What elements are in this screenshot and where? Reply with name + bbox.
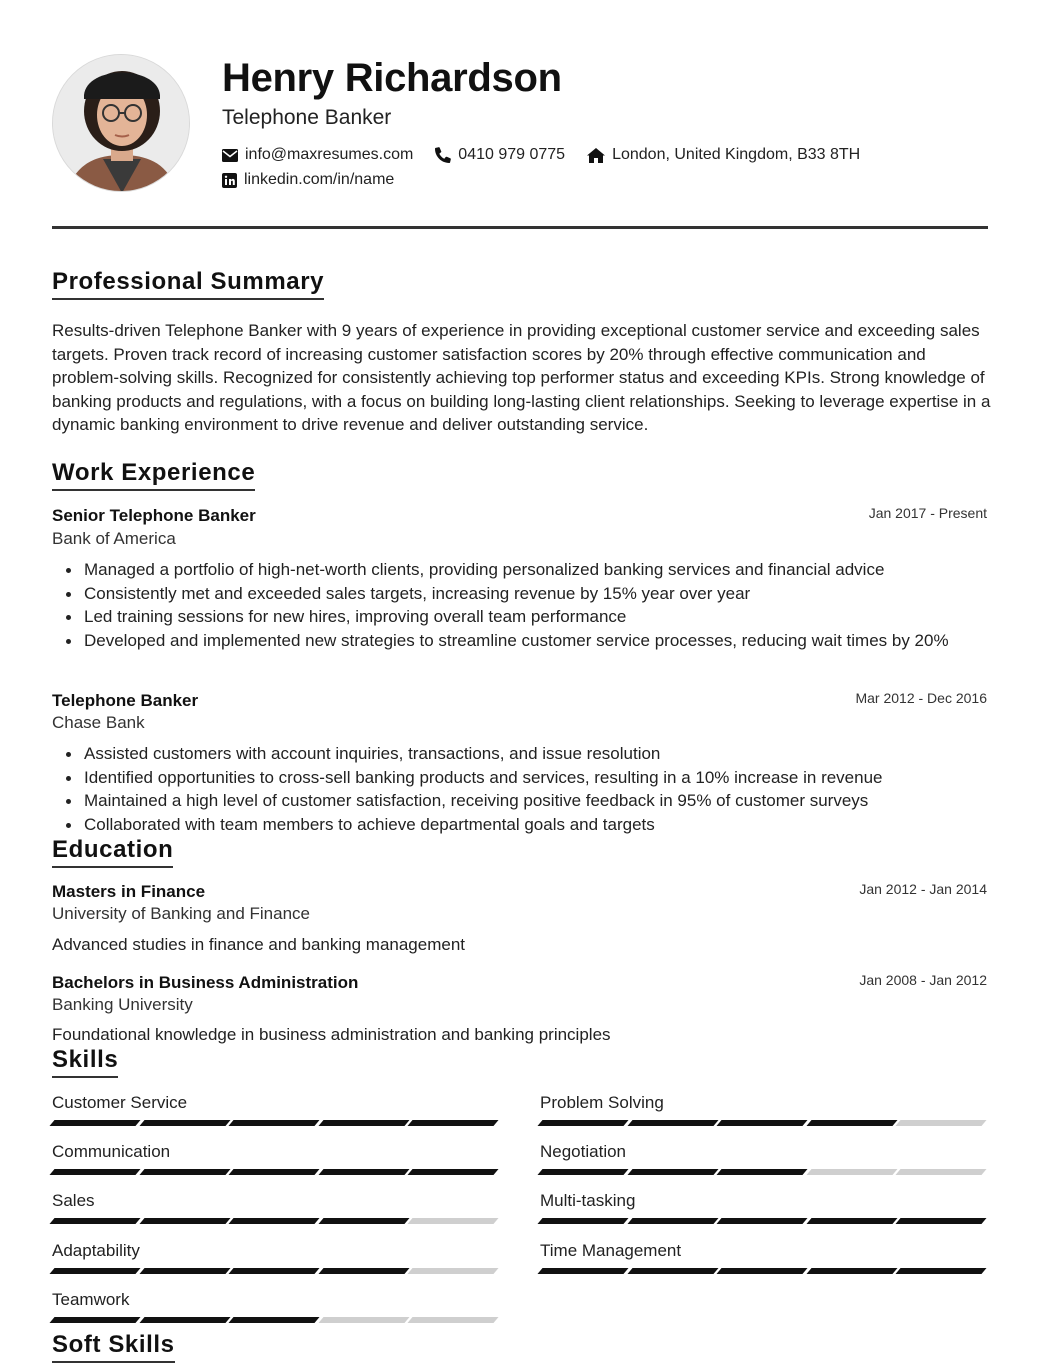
- edu-description: Advanced studies in finance and banking management: [52, 935, 466, 954]
- skill-name: Problem Solving: [540, 1093, 664, 1112]
- skill-level-segment: [318, 1169, 409, 1175]
- skill-level-segment: [627, 1120, 718, 1126]
- skill-level-segment: [407, 1120, 498, 1126]
- skill-level-segment: [537, 1120, 628, 1126]
- skill-level-bar: [540, 1218, 988, 1224]
- edu-degree: Masters in Finance: [52, 882, 206, 901]
- skill-name: Multi-tasking: [540, 1191, 636, 1210]
- contact-row: [222, 171, 416, 189]
- skill-level-segment: [49, 1218, 140, 1224]
- edu-degree: Bachelors in Business Administration: [52, 973, 359, 992]
- job-bullet: Consistently met and exceeded sales targets, increasing revenue by 15% year over year: [84, 582, 984, 606]
- edu-school: Banking University: [52, 995, 193, 1014]
- job-company: Bank of America: [52, 529, 176, 548]
- skill-name: Adaptability: [52, 1241, 140, 1260]
- skill-level-segment: [806, 1169, 897, 1175]
- job-title: Telephone Banker: [52, 691, 199, 710]
- skill-level-segment: [228, 1169, 319, 1175]
- skill-level-segment: [318, 1120, 409, 1126]
- skill-level-segment: [49, 1317, 140, 1323]
- soft-skills-heading: Soft Skills: [52, 1331, 175, 1363]
- skill-level-segment: [407, 1317, 498, 1323]
- contact-email[interactable]: [222, 146, 413, 164]
- skill-level-bar: [52, 1268, 500, 1274]
- envelope-icon: [222, 149, 238, 162]
- skill-level-segment: [228, 1218, 319, 1224]
- skill-level-segment: [49, 1268, 140, 1274]
- skill-level-segment: [716, 1268, 807, 1274]
- phone-icon: [435, 147, 451, 163]
- skill-level-segment: [407, 1218, 498, 1224]
- edu-school: University of Banking and Finance: [52, 904, 310, 923]
- candidate-name: Henry Richardson: [222, 56, 562, 100]
- skill-level-segment: [537, 1218, 628, 1224]
- job-dates: Mar 2012 - Dec 2016: [855, 690, 987, 706]
- skill-level-bar: [52, 1120, 500, 1126]
- linkedin-icon: [222, 173, 237, 188]
- job-bullet: Led training sessions for new hires, improving overall team performance: [84, 605, 984, 629]
- skill-level-segment: [627, 1169, 718, 1175]
- skill-item: [52, 1093, 500, 1126]
- skill-level-segment: [806, 1268, 897, 1274]
- job-bullet: Collaborated with team members to achieve departmental goals and targets: [84, 813, 984, 837]
- skill-level-bar: [540, 1268, 988, 1274]
- skill-level-bar: [52, 1218, 500, 1224]
- avatar-portrait-icon: [53, 55, 190, 192]
- skill-name: Time Management: [540, 1241, 682, 1260]
- email-text: info@maxresumes.com: [245, 146, 414, 163]
- skill-name: Customer Service: [52, 1093, 188, 1112]
- phone-text: 0410 979 0775: [458, 146, 566, 163]
- job-bullets: [84, 558, 984, 652]
- summary-heading: Professional Summary: [52, 268, 324, 300]
- skill-level-segment: [228, 1120, 319, 1126]
- skill-level-segment: [318, 1218, 409, 1224]
- skill-level-segment: [806, 1218, 897, 1224]
- contact-address: [587, 146, 860, 164]
- skill-level-segment: [139, 1268, 230, 1274]
- job-bullet: Identified opportunities to cross-sell banking products and services, resulting in a 10% increase in revenue: [84, 766, 984, 790]
- skill-level-segment: [49, 1120, 140, 1126]
- skill-level-segment: [716, 1120, 807, 1126]
- job-bullets: [84, 742, 984, 836]
- skill-item: [52, 1142, 500, 1175]
- skill-item: [540, 1142, 988, 1175]
- job-bullet: Assisted customers with account inquiries, transactions, and issue resolution: [84, 742, 984, 766]
- skill-level-segment: [228, 1317, 319, 1323]
- job-company: Chase Bank: [52, 713, 145, 732]
- skill-level-segment: [318, 1268, 409, 1274]
- skill-level-segment: [627, 1218, 718, 1224]
- education-heading: Education: [52, 836, 173, 868]
- skill-item: [52, 1290, 500, 1323]
- skill-level-bar: [540, 1169, 988, 1175]
- job-bullet: Managed a portfolio of high-net-worth clients, providing personalized banking services and financial advice: [84, 558, 984, 582]
- contact-linkedin[interactable]: [222, 171, 394, 189]
- skill-level-segment: [139, 1169, 230, 1175]
- linkedin-text: linkedin.com/in/name: [244, 171, 395, 188]
- avatar: [52, 54, 190, 192]
- skill-level-segment: [537, 1169, 628, 1175]
- skill-item: [540, 1093, 988, 1126]
- home-icon: [587, 148, 605, 163]
- skill-item: [540, 1241, 988, 1274]
- skill-level-segment: [716, 1218, 807, 1224]
- skill-level-segment: [806, 1120, 897, 1126]
- skill-level-bar: [540, 1120, 988, 1126]
- job-bullet: Maintained a high level of customer satisfaction, receiving positive feedback in 95% of customer surveys: [84, 789, 984, 813]
- skill-item: [540, 1191, 988, 1224]
- contact-phone[interactable]: [435, 146, 565, 164]
- skill-level-bar: [52, 1317, 500, 1323]
- skill-name: Sales: [52, 1191, 95, 1210]
- skill-level-segment: [407, 1268, 498, 1274]
- edu-dates: Jan 2008 - Jan 2012: [859, 972, 987, 988]
- job-title: Senior Telephone Banker: [52, 506, 256, 525]
- candidate-title: Telephone Banker: [222, 106, 392, 129]
- edu-description: Foundational knowledge in business administration and banking principles: [52, 1025, 611, 1044]
- skill-level-segment: [895, 1218, 986, 1224]
- skill-level-segment: [895, 1169, 986, 1175]
- skill-level-segment: [407, 1169, 498, 1175]
- contact-row: [222, 146, 882, 164]
- skill-level-segment: [318, 1317, 409, 1323]
- skill-level-segment: [228, 1268, 319, 1274]
- skill-item: [52, 1241, 500, 1274]
- skill-level-segment: [139, 1120, 230, 1126]
- skill-name: Communication: [52, 1142, 171, 1161]
- skill-level-segment: [895, 1120, 986, 1126]
- job-dates: Jan 2017 - Present: [868, 505, 987, 521]
- skill-level-segment: [139, 1317, 230, 1323]
- skill-level-segment: [139, 1218, 230, 1224]
- skill-item: [52, 1191, 500, 1224]
- skill-level-segment: [537, 1268, 628, 1274]
- skill-level-segment: [895, 1268, 986, 1274]
- skill-level-bar: [52, 1169, 500, 1175]
- resume-header: [52, 54, 988, 194]
- skill-level-segment: [716, 1169, 807, 1175]
- skill-level-segment: [49, 1169, 140, 1175]
- job-bullet: Developed and implemented new strategies to streamline customer service processes, reducing wait times by 20%: [84, 629, 984, 653]
- header-divider: [52, 226, 988, 229]
- skill-name: Negotiation: [540, 1142, 627, 1161]
- address-text: London, United Kingdom, B33 8TH: [612, 146, 861, 163]
- edu-dates: Jan 2012 - Jan 2014: [859, 881, 987, 897]
- experience-heading: Work Experience: [52, 459, 255, 491]
- skills-heading: Skills: [52, 1046, 118, 1078]
- summary-text: Results-driven Telephone Banker with 9 years of experience in providing exceptional customer service and exceeding sales targets. Proven track record of increasing customer satisfaction scores by 20% through effective communication and problem-solving skills. Recognized for consistently achieving top performer status and exceeding KPIs. Strong knowledge of banking products and regulations, with a focus on building long-lasting client relationships. Seeking to leverage expertise in a dynamic banking environment to drive revenue and deliver outstanding service.: [52, 321, 991, 435]
- skill-level-segment: [627, 1268, 718, 1274]
- skill-name: Teamwork: [52, 1290, 130, 1309]
